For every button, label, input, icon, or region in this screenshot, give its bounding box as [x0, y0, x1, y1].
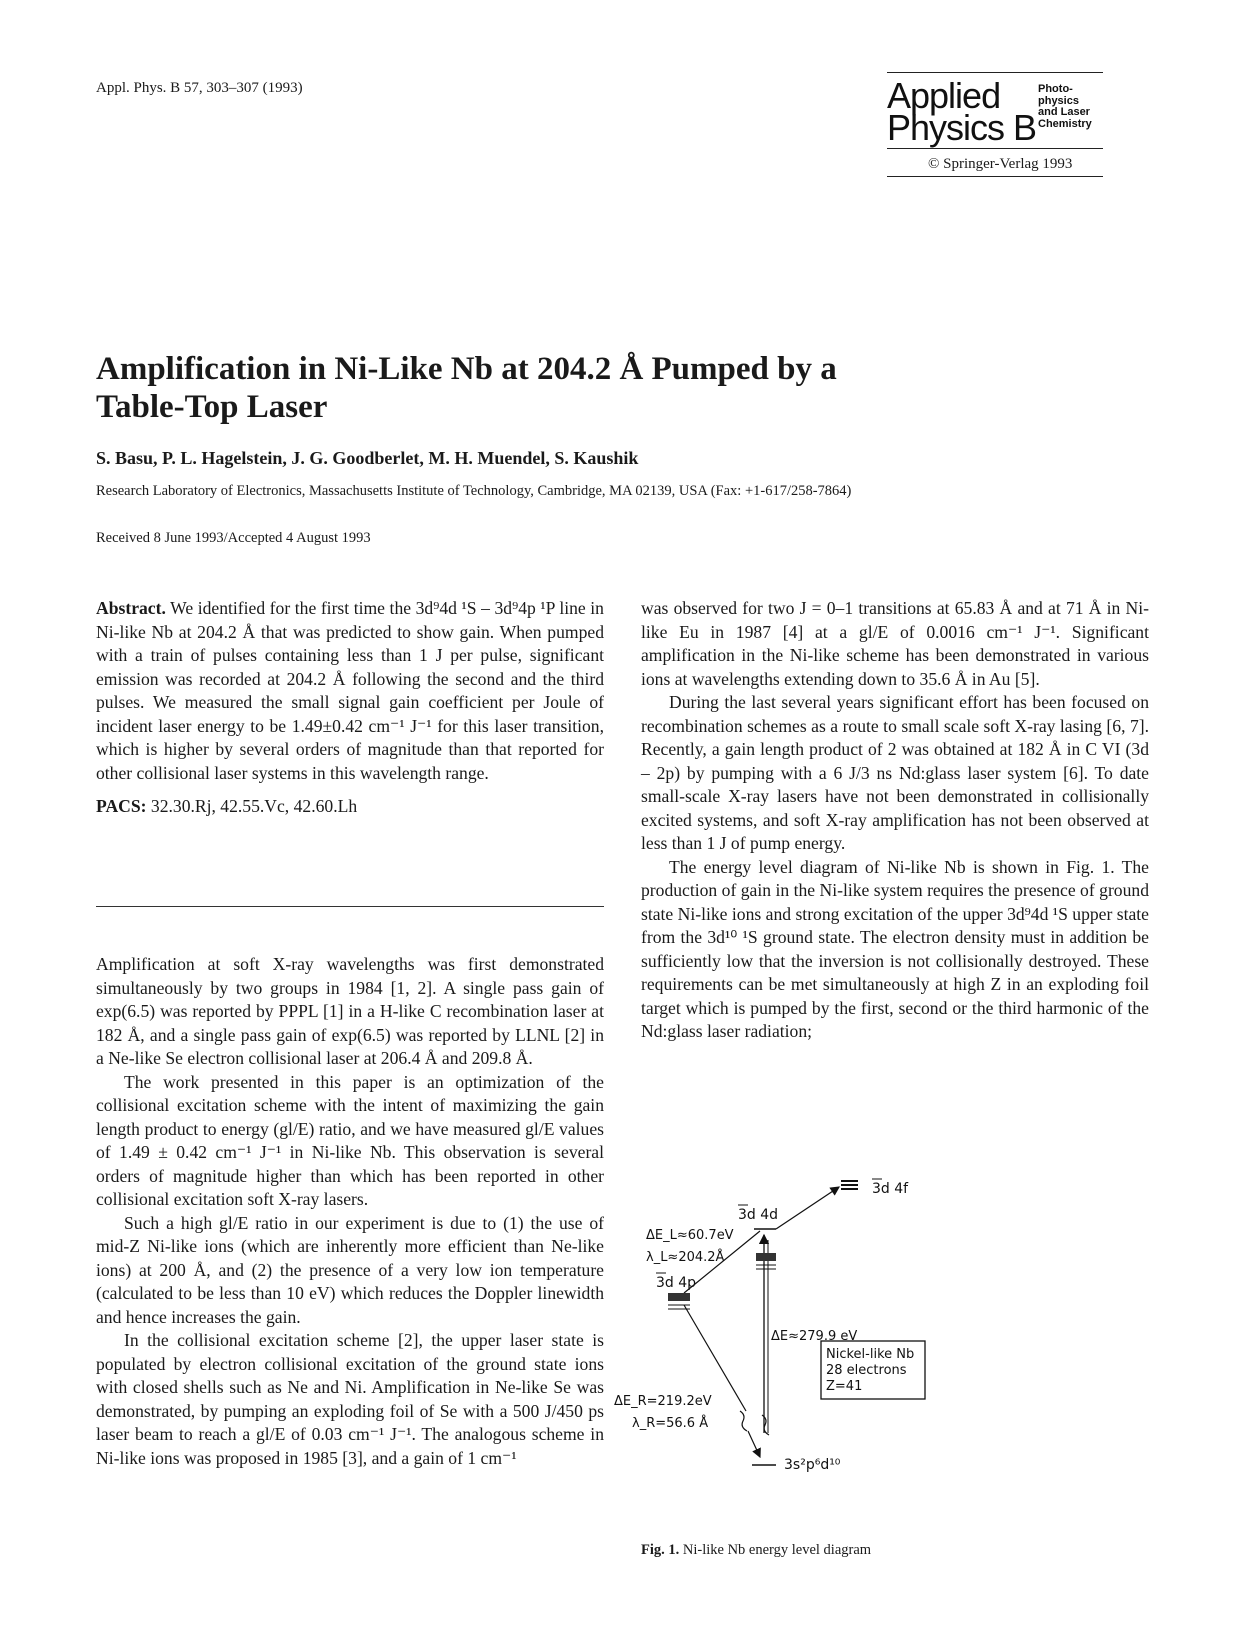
energy-level-diagram	[614, 1165, 996, 1535]
paragraph: In the collisional excitation scheme [2], the upper laser state is populated by electron collisional excitation of the ground state ions with closed shells such as Ne and Ni. Amplification in Ne-like Se was demonstrated, by pumping an exploding foil of Se with a 500 J/450 ps laser beam to reach a gl/E of 0.03 cm⁻¹ J⁻¹. The analogous scheme in Ni-like ions was proposed in 1985 [3], and a gain of 1 cm⁻¹	[96, 1330, 604, 1468]
journal-citation: Appl. Phys. B 57, 303–307 (1993)	[96, 80, 303, 96]
excitation-arrow	[776, 1187, 839, 1229]
laser-energy-label: ΔE_L≈60.7eV	[646, 1228, 734, 1243]
level-3d4f-label: 3d 4f	[872, 1181, 909, 1197]
abstract-divider	[96, 906, 604, 907]
level-ground	[752, 1457, 841, 1473]
logo-line-2: Physics B	[887, 107, 1037, 148]
svg-text:Nickel-like Nb: Nickel-like Nb	[826, 1347, 915, 1362]
radiative-wavelength-label: λ_R=56.6 Å	[632, 1416, 709, 1431]
paragraph: Amplification at soft X-ray wavelengths was first demonstrated simultaneously by two groups in 1984 [1, 2]. A single pass gain of exp(6.5) was reported by PPPL [1] in a H-like C recombination laser at 182 Å, and a single pass gain of exp(6.5) was reported by LLNL [2] in a Ne-like Se electron collisional laser at 206.4 Å and 209.8 Å.	[96, 954, 604, 1068]
laser-wavelength-label: λ_L≈204.2Å	[646, 1250, 725, 1265]
article-title: Amplification in Ni-Like Nb at 204.2 Å Pumped by a Table-Top Laser	[96, 351, 837, 425]
level-ground-label: 3s²p⁶d¹⁰	[784, 1457, 841, 1473]
level-3d4f	[841, 1179, 909, 1197]
copyright: © Springer-Verlag 1993	[928, 156, 1073, 172]
level-3d4d	[738, 1205, 778, 1229]
level-3d4p-label: 3d 4p	[656, 1275, 697, 1291]
logo-line-1: Applied	[887, 75, 1001, 116]
logo-subtitle: Photo- physics and Laser Chemistry	[1038, 83, 1092, 130]
body-right-column	[641, 597, 1149, 1044]
intermediate-levels	[756, 1253, 776, 1261]
paragraph: Such a high gl/E ratio in our experiment is due to (1) the use of mid-Z Ni-like ions (which are inherently more efficient than Ne-like ions) at 200 Å, and (2) the presence of a very low ion temperature (calculated to be less than 10 eV) which reduces the Doppler linewidth and hence increases the gain.	[96, 1212, 604, 1327]
paragraph: During the last several years significant effort has been focused on recombination schemes as a route to small scale soft X-ray lasing [6, 7]. Recently, a gain length product of 2 was obtained at 182 Å in C VI (3d – 2p) by pumping with a 6 J/3 ns Nd:glass laser system [6]. To date small-scale X-ray lasers have not been demonstrated in collisionally excited systems, and soft X-ray amplification has not been observed at less than 1 J of pump energy.	[641, 692, 1149, 853]
figure-caption	[641, 1542, 871, 1559]
paragraph: The energy level diagram of Ni-like Nb is shown in Fig. 1. The production of gain in the Ni-like system requires the presence of ground state Ni-like ions and strong excitation of the upper 3d⁹4d ¹S upper state from the 3d¹⁰ ¹S ground state. The electron density must in addition be sufficiently low that the inversion is not collisionally destroyed. These requirements can be met simultaneously at high Z in an exploding foil target which is pumped by the first, second or the third harmonic of the Nd:glass laser radiation;	[641, 856, 1149, 1041]
pump-energy-label: ΔE≈279.9 eV	[771, 1329, 858, 1344]
paragraph: was observed for two J = 0–1 transitions at 65.83 Å and at 71 Å in Ni-like Eu in 1987 [4] at a gl/E of 0.0016 cm⁻¹ J⁻¹. Significant amplification in the Ni-like scheme has been demonstrated in various ions at wavelengths extending down to 35.6 Å in Au [5].	[641, 598, 1149, 689]
affiliation: Research Laboratory of Electronics, Massachusetts Institute of Technology, Cambridge, MA 02139, USA (Fax: +1-617/258-7864)	[96, 483, 852, 499]
level-3d4p	[656, 1273, 696, 1309]
pacs-label: PACS:	[96, 796, 147, 816]
caption-label: Fig. 1.	[641, 1542, 680, 1558]
paragraph: The work presented in this paper is an optimization of the collisional excitation scheme with the intent of maximizing the gain length product to energy (gl/E) ratio, and we have measured gl/E values of 1.49 ± 0.42 cm⁻¹ J⁻¹ in Ni-like Nb. This observation is several orders of magnitude higher than which has been reported in other collisional excitation soft X-ray lasers.	[96, 1071, 604, 1209]
pacs-codes: 32.30.Rj, 42.55.Vc, 42.60.Lh	[150, 796, 358, 816]
level-3d4d-label: 3d 4d	[738, 1207, 779, 1223]
body-left-column	[96, 953, 604, 1470]
received-date: Received 8 June 1993/Accepted 4 August 1993	[96, 530, 371, 546]
abstract	[96, 597, 604, 819]
radiative-energy-label: ΔE_R=219.2eV	[614, 1394, 712, 1409]
info-box	[821, 1341, 925, 1399]
svg-text:28 electrons: 28 electrons	[826, 1363, 907, 1378]
authors: S. Basu, P. L. Hagelstein, J. G. Goodberlet, M. H. Muendel, S. Kaushik	[96, 448, 639, 468]
abstract-text: We identified for the first time the 3d⁹4d ¹S – 3d⁹4p ¹P line in Ni-like Nb at 204.2 Å that was predicted to show gain. When pumped with a train of pulses containing less than 1 J per pulse, significant emission was recorded at 204.2 Å following the second and the third pulses. We measured the small signal gain coefficient per Joule of incident laser energy to be 1.49±0.42 cm⁻¹ J⁻¹ for this laser transition, which is higher by several orders of magnitude than that reported for other collisional laser systems in this wavelength range.	[96, 598, 604, 783]
svg-text:Z=41: Z=41	[826, 1379, 863, 1394]
abstract-label: Abstract.	[96, 598, 166, 618]
caption-text: Ni-like Nb energy level diagram	[682, 1542, 872, 1558]
